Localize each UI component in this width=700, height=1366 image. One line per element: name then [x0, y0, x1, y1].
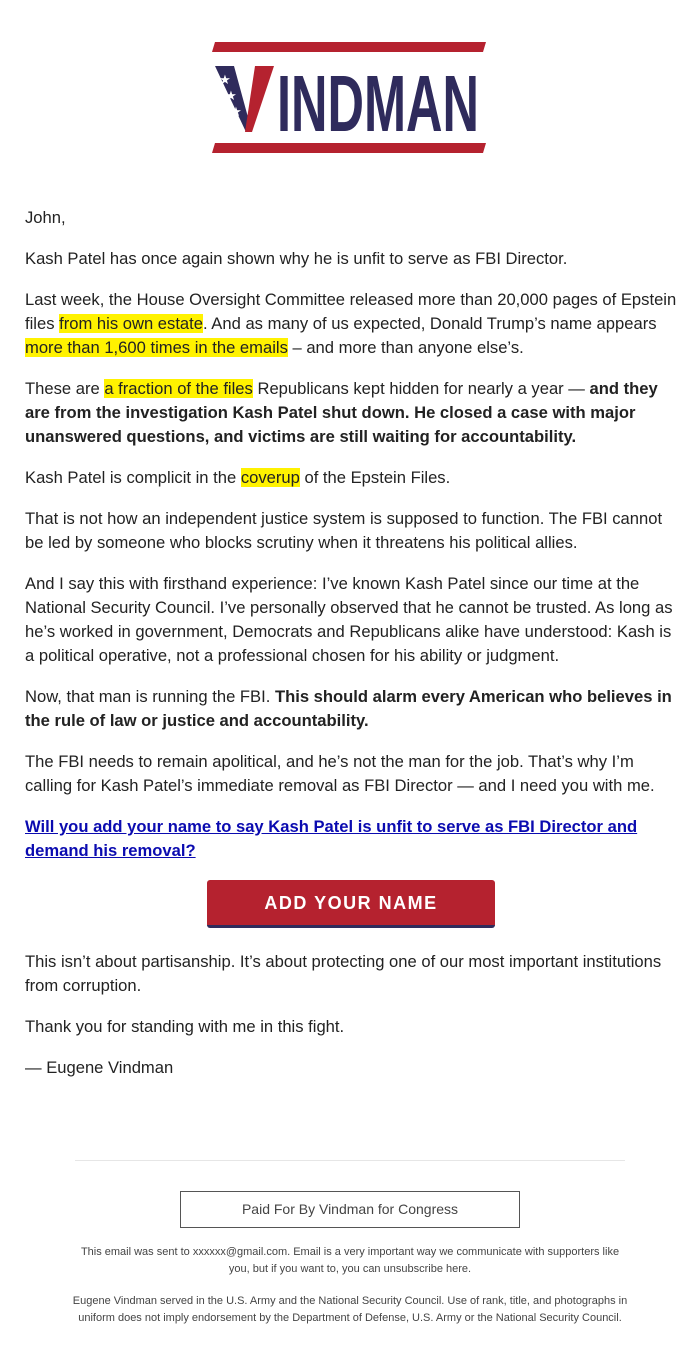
greeting: John,	[25, 208, 66, 227]
cta-button-row	[25, 880, 677, 928]
paid-for-box: Paid For By Vindman for Congress	[180, 1191, 520, 1228]
bold-text: This should alarm every American who believes in the rule of law or justice and accountability.	[25, 687, 672, 730]
footer-notice: This email was sent to xxxxxx@gmail.com. Email is a very important way we communicate with supporters like you, but if you want to, you can unsubscribe here.	[80, 1246, 620, 1275]
paragraph-2: Last week, the House Oversight Committee released more than 20,000 pages of Epstein files from his own estate. And as many of us expected, Donald Trump’s name appears more than 1,600 times in the emails – and more than anyone else’s.	[25, 290, 677, 357]
vindman-logo	[212, 42, 488, 154]
paragraph-6: And I say this with firsthand experience: I’ve known Kash Patel since our time at the National Security Council. I’ve personally observed that he cannot be trusted. As long as he’s worked in government, Democrats and Republicans alike have understood: Kash is a political operative, not a professional chosen for his ability or judgment.	[25, 574, 673, 665]
recipient-email: xxxxxx@gmail.com	[192, 1246, 288, 1258]
add-your-name-button[interactable]: ADD YOUR NAME	[207, 880, 495, 928]
paragraph-10: Thank you for standing with me in this fight.	[25, 1017, 345, 1036]
vindman-logo-graphic	[212, 42, 488, 154]
paragraph-3: These are a fraction of the files Republicans kept hidden for nearly a year — and they are from the investigation Kash Patel shut down. He closed a case with major unanswered questions, and victims are still waiting for accountability.	[25, 379, 658, 446]
signature: — Eugene Vindman	[25, 1058, 174, 1077]
highlight-text: coverup	[240, 468, 300, 487]
paragraph-9: This isn’t about partisanship. It’s about protecting one of our most important institutions from corruption.	[25, 952, 662, 995]
unsubscribe-link[interactable]: unsubscribe here	[383, 1263, 469, 1275]
cta-link[interactable]: Will you add your name to say Kash Patel is unfit to serve as FBI Director and demand his removal?	[25, 817, 638, 860]
highlight-text: from his own estate	[59, 314, 203, 333]
paragraph-8: The FBI needs to remain apolitical, and he’s not the man for the job. That’s why I’m calling for Kash Patel’s immediate removal as FBI Director — and I need you with me.	[25, 752, 655, 795]
svg-text:★: ★	[219, 73, 231, 88]
paragraph-5: That is not how an independent justice system is supposed to function. The FBI cannot be led by someone who blocks scrutiny when it threatens his political allies.	[25, 509, 663, 552]
cta-paragraph	[25, 815, 677, 863]
paragraph-4: Kash Patel is complicit in the coverup of the Epstein Files.	[25, 468, 451, 487]
highlight-text: more than 1,600 times in the emails	[25, 338, 288, 357]
logo-wordmark: INDMAN	[277, 59, 479, 148]
footer-disclaimer: Eugene Vindman served in the U.S. Army and the National Security Council. Use of rank, title, and photographs in uniform does not imply endorsement by the Department of Defense, U.S. Army or the National Security Council.	[72, 1295, 628, 1324]
footer-divider	[75, 1160, 625, 1161]
email-body	[25, 206, 677, 1097]
paragraph-7: Now, that man is running the FBI. This should alarm every American who believes in the rule of law or justice and accountability.	[25, 687, 672, 730]
bold-text: and they are from the investigation Kash Patel shut down. He closed a case with major unanswered questions, and victims are still waiting for accountability.	[25, 379, 658, 446]
svg-text:★: ★	[230, 105, 242, 120]
svg-text:★: ★	[225, 89, 237, 104]
paragraph-1: Kash Patel has once again shown why he is unfit to serve as FBI Director.	[25, 249, 568, 268]
highlight-text: a fraction of the files	[104, 379, 253, 398]
